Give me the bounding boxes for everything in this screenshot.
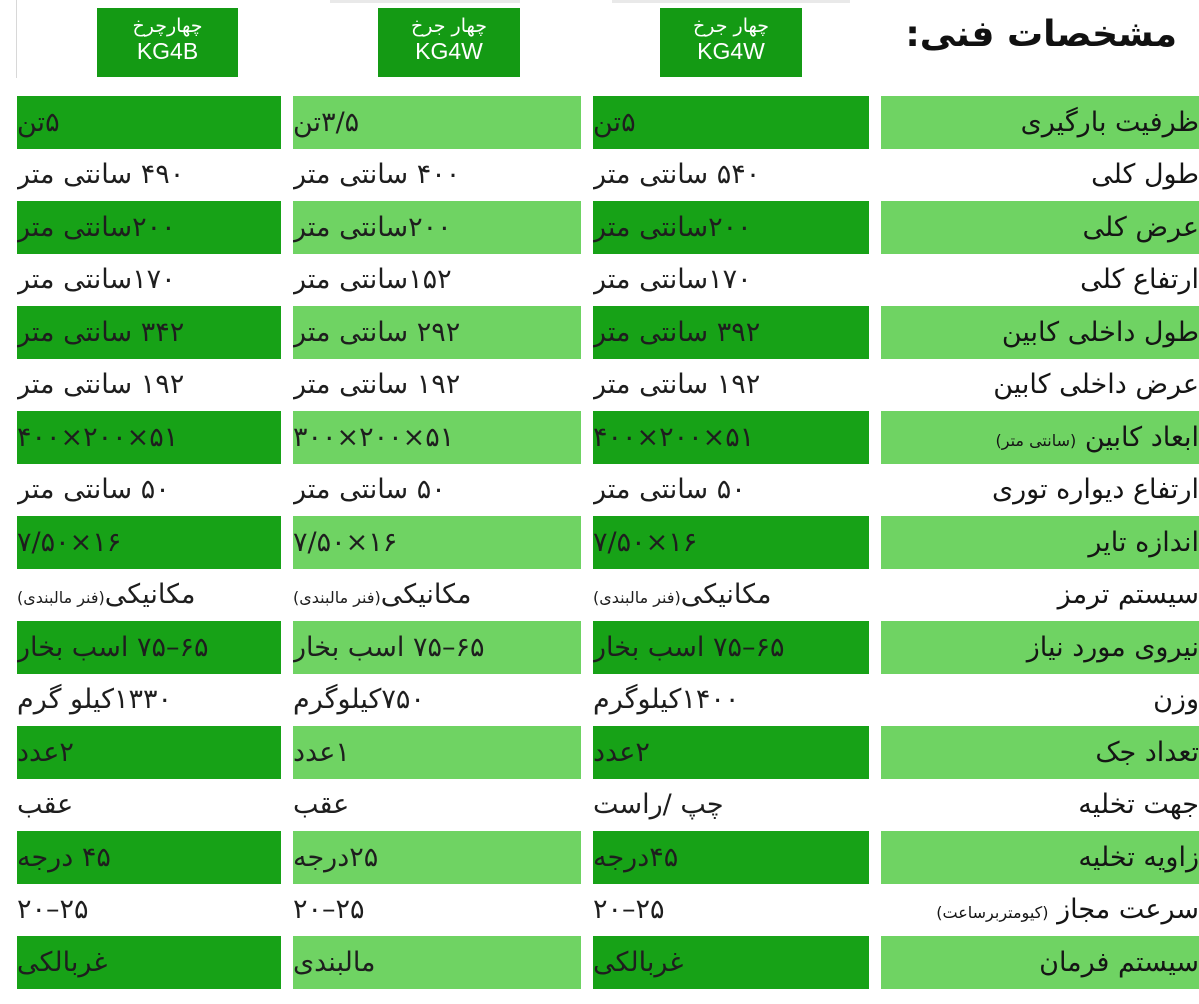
column-gap xyxy=(281,884,293,937)
column-gap xyxy=(281,149,293,202)
spec-value: ۳/۵تن xyxy=(293,106,360,138)
spec-value-cell xyxy=(17,674,281,727)
spec-label: ارتفاع کلی xyxy=(1080,264,1199,296)
spec-value: ۲۵درجه xyxy=(293,841,379,873)
spec-value-cell xyxy=(293,726,581,779)
spec-label-cell xyxy=(881,674,1199,727)
spec-label: اندازه تایر xyxy=(1088,526,1199,558)
column-gap xyxy=(869,359,881,412)
column-gap xyxy=(281,96,293,149)
spec-value-cell xyxy=(17,464,281,517)
spec-value-cell xyxy=(593,201,869,254)
spec-value: ۱۵۲سانتی متر xyxy=(293,264,452,296)
spec-value: غربالکی xyxy=(593,946,684,978)
spec-value: ۳۹۲ سانتی متر xyxy=(593,316,761,348)
spec-value-cell xyxy=(17,831,281,884)
spec-value-note: (فنر مالبندی) xyxy=(17,588,105,608)
spec-value-cell xyxy=(17,254,281,307)
spec-value: ۱عدد xyxy=(293,736,350,768)
spec-row xyxy=(17,936,1199,989)
spec-label-cell xyxy=(881,831,1199,884)
column-gap xyxy=(281,831,293,884)
spec-value: ۵تن xyxy=(593,106,636,138)
spec-row xyxy=(17,516,1199,569)
spec-value-cell xyxy=(593,674,869,727)
spec-value: ۱۷۰سانتی متر xyxy=(17,264,176,296)
spec-value-cell xyxy=(293,516,581,569)
spec-row xyxy=(17,306,1199,359)
spec-value-cell xyxy=(593,359,869,412)
spec-value-cell xyxy=(293,411,581,464)
spec-value: ۱۹۲ سانتی متر xyxy=(293,369,461,401)
column-gap xyxy=(581,936,593,989)
spec-value-cell xyxy=(593,254,869,307)
spec-value-cell xyxy=(17,306,281,359)
spec-label: ابعاد کابین xyxy=(1084,421,1199,453)
spec-value: مکانیکی xyxy=(104,579,196,611)
spec-label: نیروی مورد نیاز xyxy=(1026,631,1199,663)
column-gap xyxy=(869,621,881,674)
spec-value-cell xyxy=(293,306,581,359)
column-gap xyxy=(581,884,593,937)
spec-value-cell xyxy=(293,359,581,412)
spec-value-cell xyxy=(17,726,281,779)
spec-row xyxy=(17,884,1199,937)
column-gap xyxy=(869,306,881,359)
spec-value: ۵۱×۲۰۰×۴۰۰ xyxy=(593,421,755,453)
spec-value-cell xyxy=(293,884,581,937)
spec-value-cell xyxy=(593,621,869,674)
column-gap xyxy=(581,779,593,832)
spec-label-cell xyxy=(881,359,1199,412)
spec-row xyxy=(17,201,1199,254)
spec-value: عقب xyxy=(17,789,74,821)
spec-label: ارتفاع دیواره توری xyxy=(991,474,1199,506)
spec-row xyxy=(17,569,1199,622)
spec-value-cell xyxy=(293,149,581,202)
model-name: چهارچرخ xyxy=(132,15,203,37)
column-gap xyxy=(281,516,293,569)
column-gap xyxy=(281,464,293,517)
model-header-3 xyxy=(97,8,238,77)
spec-value: ۴۰۰ سانتی متر xyxy=(293,159,461,191)
spec-value: ۴۵ درجه xyxy=(17,841,111,873)
column-gap xyxy=(869,726,881,779)
column-gap xyxy=(581,149,593,202)
spec-value: ۲۵–۲۰ xyxy=(17,894,89,926)
column-gap xyxy=(581,306,593,359)
spec-value-cell xyxy=(17,516,281,569)
column-gap xyxy=(869,831,881,884)
spec-row xyxy=(17,779,1199,832)
column-gap xyxy=(581,516,593,569)
column-gap xyxy=(281,201,293,254)
spec-value-cell xyxy=(593,569,869,622)
column-gap xyxy=(581,569,593,622)
column-gap xyxy=(869,779,881,832)
spec-value: ۲۰۰سانتی متر xyxy=(17,211,176,243)
spec-value: ۶۵–۷۵ اسب بخار xyxy=(593,631,785,663)
spec-value-note: (فنر مالبندی) xyxy=(593,588,681,608)
spec-value: عقب xyxy=(293,789,350,821)
spec-value: غربالکی xyxy=(17,946,108,978)
spec-value: ۱۴۰۰کیلوگرم xyxy=(593,684,740,716)
spec-value-cell xyxy=(593,936,869,989)
model-name: چهار جرخ xyxy=(411,15,487,37)
spec-value-cell xyxy=(293,569,581,622)
model-code: KG4B xyxy=(136,38,199,64)
spec-value: ۳۴۲ سانتی متر xyxy=(17,316,185,348)
spec-value: ۵۴۰ سانتی متر xyxy=(593,159,761,191)
spec-label: سرعت مجاز xyxy=(1057,894,1199,926)
column-gap xyxy=(581,359,593,412)
spec-value-cell xyxy=(17,884,281,937)
column-gap xyxy=(869,96,881,149)
spec-value: مکانیکی xyxy=(680,579,772,611)
spec-label-cell xyxy=(881,726,1199,779)
spec-label-cell xyxy=(881,464,1199,517)
column-gap xyxy=(581,201,593,254)
spec-row xyxy=(17,254,1199,307)
spec-value-cell xyxy=(593,831,869,884)
spec-value-cell xyxy=(17,359,281,412)
specs-table xyxy=(17,96,1199,989)
model-header-1 xyxy=(660,8,802,77)
spec-value: ۱۳۳۰کیلو گرم xyxy=(17,684,172,716)
spec-value: ۲۰۰سانتی متر xyxy=(293,211,452,243)
spec-label: وزن xyxy=(1153,684,1199,716)
spec-label-note: (سانتی متر) xyxy=(995,430,1077,450)
spec-label: عرض داخلی کابین xyxy=(993,369,1199,401)
spec-value: ۱۹۲ سانتی متر xyxy=(17,369,185,401)
spec-value: ۴۹۰ سانتی متر xyxy=(17,159,185,191)
spec-label-cell xyxy=(881,516,1199,569)
column-gap xyxy=(581,831,593,884)
column-gap xyxy=(581,464,593,517)
spec-value: ۱۹۲ سانتی متر xyxy=(593,369,761,401)
spec-row xyxy=(17,96,1199,149)
spec-label-cell xyxy=(881,621,1199,674)
spec-value-cell xyxy=(593,149,869,202)
header-top-shade xyxy=(330,0,520,3)
spec-value-cell xyxy=(293,674,581,727)
spec-label: تعداد جک xyxy=(1095,736,1199,768)
spec-value: ۵تن xyxy=(17,106,60,138)
spec-value-cell xyxy=(17,621,281,674)
spec-label: طول کلی xyxy=(1091,159,1199,191)
spec-value: مکانیکی xyxy=(380,579,472,611)
spec-label-cell xyxy=(881,569,1199,622)
spec-value: ۲عدد xyxy=(17,736,74,768)
spec-value: ۵۰ سانتی متر xyxy=(593,474,746,506)
column-gap xyxy=(281,936,293,989)
spec-value-cell xyxy=(17,149,281,202)
column-gap xyxy=(869,674,881,727)
spec-value: ۲۹۲ سانتی متر xyxy=(293,316,461,348)
spec-label: زاویه تخلیه xyxy=(1078,841,1199,873)
column-gap xyxy=(581,674,593,727)
spec-value-cell xyxy=(593,884,869,937)
spec-value-cell xyxy=(17,569,281,622)
spec-value-cell xyxy=(593,726,869,779)
spec-label-cell xyxy=(881,201,1199,254)
column-gap xyxy=(281,621,293,674)
column-gap xyxy=(869,516,881,569)
spec-value-note: (فنر مالبندی) xyxy=(293,588,381,608)
spec-value-cell xyxy=(293,831,581,884)
spec-value-cell xyxy=(593,96,869,149)
column-gap xyxy=(581,621,593,674)
spec-value-cell xyxy=(17,936,281,989)
spec-value: ۲۵–۲۰ xyxy=(293,894,365,926)
spec-value: ۵۱×۲۰۰×۳۰۰ xyxy=(293,421,455,453)
column-gap xyxy=(281,254,293,307)
spec-value: ۱۷۰سانتی متر xyxy=(593,264,752,296)
spec-row xyxy=(17,674,1199,727)
spec-value-cell xyxy=(593,779,869,832)
spec-value-cell xyxy=(593,411,869,464)
model-header-2 xyxy=(378,8,520,77)
header-top-shade xyxy=(612,0,850,3)
column-gap xyxy=(869,569,881,622)
spec-row xyxy=(17,726,1199,779)
model-name: چهار جرخ xyxy=(693,15,769,37)
spec-label-cell xyxy=(881,96,1199,149)
spec-label: طول داخلی کابین xyxy=(1001,316,1199,348)
column-gap xyxy=(581,96,593,149)
spec-label: ظرفیت بارگیری xyxy=(1020,106,1199,138)
spec-row xyxy=(17,621,1199,674)
model-code: KG4W xyxy=(697,38,765,64)
spec-value: ۶۵–۷۵ اسب بخار xyxy=(17,631,209,663)
spec-label-cell xyxy=(881,884,1199,937)
spec-label-cell xyxy=(881,411,1199,464)
frame-left-border xyxy=(16,0,17,78)
model-code: KG4W xyxy=(415,38,483,64)
spec-value: ۱۶×۷/۵۰ xyxy=(593,526,698,558)
spec-value: ۴۵درجه xyxy=(593,841,679,873)
spec-label-note: (کیومتربرساعت) xyxy=(936,903,1049,923)
spec-value-cell xyxy=(17,779,281,832)
spec-label-cell xyxy=(881,149,1199,202)
spec-label: جهت تخلیه xyxy=(1078,789,1199,821)
spec-label-cell xyxy=(881,254,1199,307)
spec-label-cell xyxy=(881,306,1199,359)
spec-label: سیستم فرمان xyxy=(1039,946,1199,978)
spec-value: ۱۶×۷/۵۰ xyxy=(293,526,398,558)
spec-row xyxy=(17,411,1199,464)
column-gap xyxy=(581,726,593,779)
spec-row xyxy=(17,464,1199,517)
spec-value-cell xyxy=(293,254,581,307)
column-gap xyxy=(581,254,593,307)
spec-row xyxy=(17,149,1199,202)
column-gap xyxy=(869,411,881,464)
spec-value: ۲عدد xyxy=(593,736,650,768)
column-gap xyxy=(281,779,293,832)
column-gap xyxy=(869,149,881,202)
spec-value-cell xyxy=(593,464,869,517)
spec-value: ۵۰ سانتی متر xyxy=(293,474,446,506)
column-gap xyxy=(281,569,293,622)
spec-value-cell xyxy=(293,201,581,254)
spec-value-cell xyxy=(593,306,869,359)
spec-label-cell xyxy=(881,779,1199,832)
page-title: مشخصات فنی: xyxy=(905,14,1177,55)
spec-value: ۱۶×۷/۵۰ xyxy=(17,526,122,558)
column-gap xyxy=(281,674,293,727)
column-gap xyxy=(869,201,881,254)
spec-value: ۶۵–۷۵ اسب بخار xyxy=(293,631,485,663)
spec-value: ۵۱×۲۰۰×۴۰۰ xyxy=(17,421,179,453)
column-gap xyxy=(281,306,293,359)
spec-label: سیستم ترمز xyxy=(1057,579,1199,611)
column-gap xyxy=(869,464,881,517)
spec-row xyxy=(17,831,1199,884)
column-gap xyxy=(869,254,881,307)
spec-value-cell xyxy=(293,779,581,832)
spec-value: مالبندی xyxy=(293,946,376,978)
column-gap xyxy=(281,359,293,412)
spec-value-cell xyxy=(293,621,581,674)
spec-value-cell xyxy=(17,201,281,254)
spec-label-cell xyxy=(881,936,1199,989)
spec-value: ۲۵–۲۰ xyxy=(593,894,665,926)
column-gap xyxy=(281,726,293,779)
spec-value: ۷۵۰کیلوگرم xyxy=(293,684,425,716)
column-gap xyxy=(869,936,881,989)
spec-value-cell xyxy=(293,96,581,149)
spec-value-cell xyxy=(17,411,281,464)
spec-value-cell xyxy=(593,516,869,569)
spec-row xyxy=(17,359,1199,412)
column-gap xyxy=(281,411,293,464)
column-gap xyxy=(581,411,593,464)
spec-value: چپ /راست xyxy=(593,789,724,821)
spec-value-cell xyxy=(17,96,281,149)
spec-label: عرض کلی xyxy=(1082,211,1199,243)
spec-value: ۲۰۰سانتی متر xyxy=(593,211,752,243)
spec-value: ۵۰ سانتی متر xyxy=(17,474,170,506)
column-gap xyxy=(869,884,881,937)
spec-value-cell xyxy=(293,936,581,989)
spec-value-cell xyxy=(293,464,581,517)
